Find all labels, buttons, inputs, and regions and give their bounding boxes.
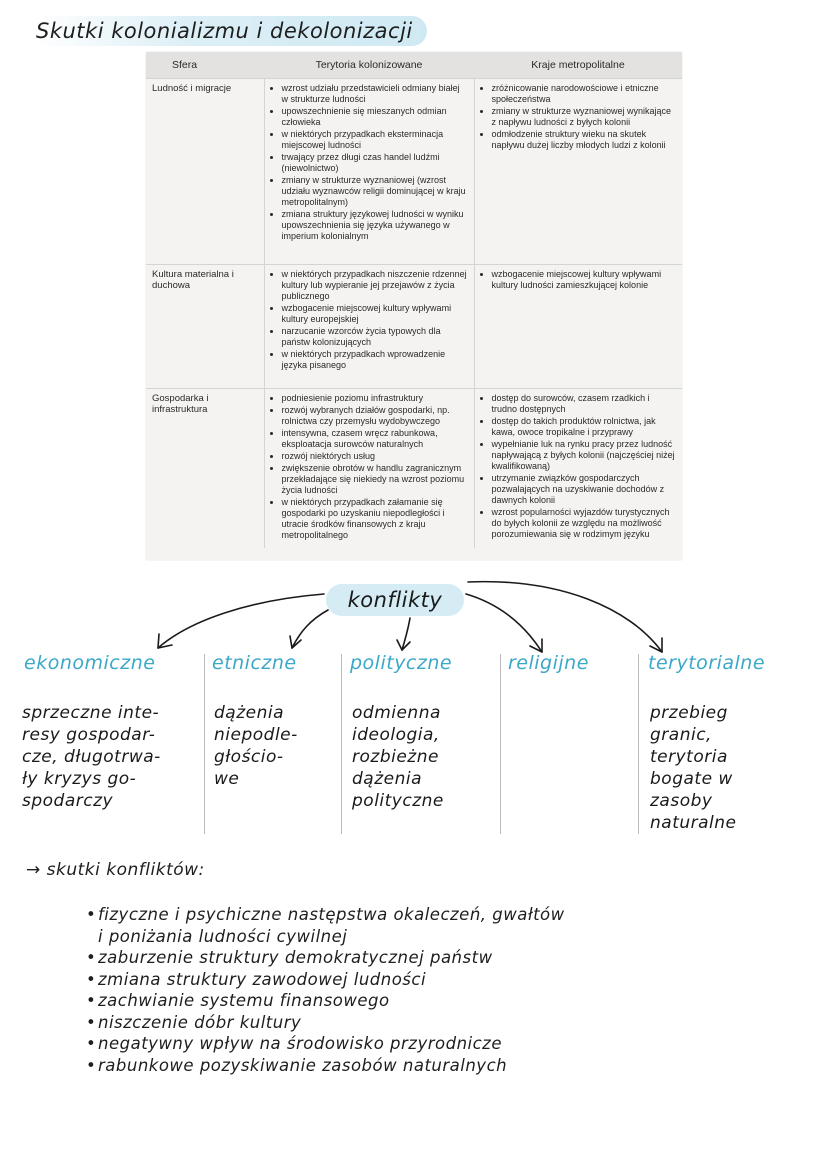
effects-title xyxy=(26,860,205,880)
list-item: • w niektórych przypadkach wprowadzenie języka pisanego xyxy=(282,349,468,371)
desc-line: polityczne xyxy=(352,791,444,811)
desc-line: bogate w xyxy=(650,769,733,789)
desc-line: terytoria xyxy=(650,747,728,767)
desc-line: naturalne xyxy=(650,813,737,833)
category-religijne: religijne xyxy=(508,652,589,674)
divider xyxy=(341,654,342,834)
effect-item xyxy=(86,1033,786,1055)
desc-polityczne xyxy=(352,702,444,812)
desc-line: ły kryzys go- xyxy=(22,769,137,789)
list-item: • zwiększenie obrotów w handlu zagranicznym przekładające się niekiedy na wzrost poziomu życia ludności xyxy=(282,463,468,496)
desc-line: odmienna xyxy=(352,703,441,723)
desc-line: zasoby xyxy=(650,791,713,811)
list-item: • intensywna, czasem wręcz rabunkowa, eksploatacja surowców naturalnych xyxy=(282,428,468,450)
list-item: • w niektórych przypadkach niszczenie rdzennej kultury lub wypieranie jej przejawów z życia publicznego xyxy=(282,269,468,302)
divider xyxy=(638,654,639,834)
list-item: • w niektórych przypadkach załamanie się gospodarki po uzyskaniu niepodległości i utracie środków finansowych z kraju metropolitalnego xyxy=(282,497,468,541)
category-polityczne: polityczne xyxy=(350,652,453,674)
effect-text: rabunkowe pozyskiwanie zasobów naturalnych xyxy=(98,1055,508,1075)
list-item: • zmiany w strukturze wyznaniowej wynikające z napływu ludności z byłych kolonii xyxy=(492,106,677,128)
effect-text: niszczenie dóbr kultury xyxy=(98,1012,302,1032)
bullet-icon: • xyxy=(86,969,97,989)
desc-ekonomiczne xyxy=(22,702,161,812)
effect-item xyxy=(86,926,786,948)
effect-item xyxy=(86,904,786,926)
conflicts-title: konflikty xyxy=(326,584,464,616)
bullet-icon: • xyxy=(86,948,97,967)
desc-line: cze, długotrwa- xyxy=(22,747,161,767)
effect-text: fizyczne i psychiczne następstwa okaleczeń, gwałtów xyxy=(98,905,565,924)
list-item: • upowszechnienie się mieszanych odmian człowieka xyxy=(282,106,468,128)
header-sfera: Sfera xyxy=(146,52,264,79)
list-item: • podniesienie poziomu infrastruktury xyxy=(282,393,468,404)
list-item: • zróżnicowanie narodowościowe i etniczne społeczeństwa xyxy=(492,83,677,105)
desc-line: dążenia xyxy=(214,703,285,723)
desc-line: granic, xyxy=(650,725,712,745)
desc-line: dążenia xyxy=(352,769,423,789)
header-kraje: Kraje metropolitalne xyxy=(474,52,682,79)
list-item: • w niektórych przypadkach eksterminacja miejscowej ludności xyxy=(282,129,468,151)
list-item: • zmiana struktury językowej ludności w wyniku upowszechnienia się języka używanego w imperium kolonialnym xyxy=(282,209,468,242)
divider xyxy=(500,654,501,834)
list-item: • wzbogacenie miejscowej kultury wpływami kultury ludności zamieszkującej kolonie xyxy=(492,269,677,291)
list-item: • rozwój wybranych działów gospodarki, np. rolnictwa czy przemysłu wydobywczego xyxy=(282,405,468,427)
desc-line: niepodle- xyxy=(214,725,298,745)
desc-etniczne xyxy=(214,702,298,790)
bullet-icon: • xyxy=(86,1034,97,1053)
bullet-icon: • xyxy=(86,991,97,1010)
effect-item xyxy=(86,1012,786,1034)
category-terytorialne: terytorialne xyxy=(648,652,766,674)
effect-item xyxy=(86,969,786,991)
effect-text: zaburzenie struktury demokratycznej państw xyxy=(98,948,493,967)
effect-text: i poniżania ludności cywilnej xyxy=(98,926,348,946)
desc-line: ideologia, xyxy=(352,725,440,745)
effect-item xyxy=(86,947,786,969)
effect-text: zachwianie systemu finansowego xyxy=(98,991,390,1010)
list-item: • utrzymanie związków gospodarczych pozwalających na uzyskiwanie dochodów z dawnych kolonii xyxy=(492,473,677,506)
list-item: • wzrost udziału przedstawicieli odmiany białej w strukturze ludności xyxy=(282,83,468,105)
effect-item xyxy=(86,990,786,1012)
row-sfera: Gospodarka i infrastruktura xyxy=(146,389,264,549)
arrow-religijne xyxy=(466,594,542,652)
desc-line: spodarczy xyxy=(22,791,114,811)
desc-line: głościo- xyxy=(214,747,284,767)
arrow-terytorialne xyxy=(468,582,662,652)
list-item: • trwający przez długi czas handel ludźmi (niewolnictwo) xyxy=(282,152,468,174)
list-item: • zmiany w strukturze wyznaniowej (wzrost udziału wyznawców religii dominującej w kraju metropolitalnym) xyxy=(282,175,468,208)
category-etniczne: etniczne xyxy=(212,652,297,674)
bullet-icon: • xyxy=(86,1055,97,1075)
list-item: • wzrost popularności wyjazdów turystycznych do byłych kolonii ze względu na możliwość porozumiewania się w rodzimym języku xyxy=(492,507,677,540)
page-title: Skutki kolonializmu i dekolonizacji xyxy=(32,16,427,46)
effect-item xyxy=(86,1055,786,1077)
effect-text: negatywny wpływ na środowisko przyrodnicze xyxy=(98,1034,502,1053)
arrow-ekonomiczne xyxy=(158,594,324,648)
desc-line: rozbieżne xyxy=(352,747,439,767)
list-item: • odmłodzenie struktury wieku na skutek napływu dużej liczby młodych ludzi z kolonii xyxy=(492,129,677,151)
list-item: • wypełnianie luk na rynku pracy przez ludność napływającą z byłych kolonii (najczęściej niżej kwalifikowaną) xyxy=(492,439,677,472)
row-sfera: Ludność i migracje xyxy=(146,79,264,265)
row-sfera: Kultura materialna i duchowa xyxy=(146,265,264,389)
list-item: • dostęp do takich produktów rolnictwa, jak kawa, owoce tropikalne i przyprawy xyxy=(492,416,677,438)
list-item: • wzbogacenie miejscowej kultury wpływami kultury europejskiej xyxy=(282,303,468,325)
desc-line: przebieg xyxy=(650,703,728,723)
desc-line: sprzeczne inte- xyxy=(22,703,160,723)
desc-line: resy gospodar- xyxy=(22,725,156,745)
effects-title-text: skutki konfliktów: xyxy=(46,860,205,880)
list-item: • rozwój niektórych usług xyxy=(282,451,468,462)
divider xyxy=(204,654,205,834)
arrow-right-icon: → xyxy=(26,860,41,880)
bullet-icon: • xyxy=(86,905,97,924)
header-terytoria: Terytoria kolonizowane xyxy=(264,52,474,79)
list-item: • narzucanie wzorców życia typowych dla państw kolonizujących xyxy=(282,326,468,348)
bullet-icon: • xyxy=(86,1012,97,1032)
category-ekonomiczne: ekonomiczne xyxy=(24,652,156,674)
desc-line: we xyxy=(214,769,240,789)
effect-text: zmiana struktury zawodowej ludności xyxy=(98,969,427,989)
desc-terytorialne xyxy=(650,702,737,834)
list-item: • dostęp do surowców, czasem rzadkich i trudno dostępnych xyxy=(492,393,677,415)
effects-list xyxy=(86,904,786,1076)
